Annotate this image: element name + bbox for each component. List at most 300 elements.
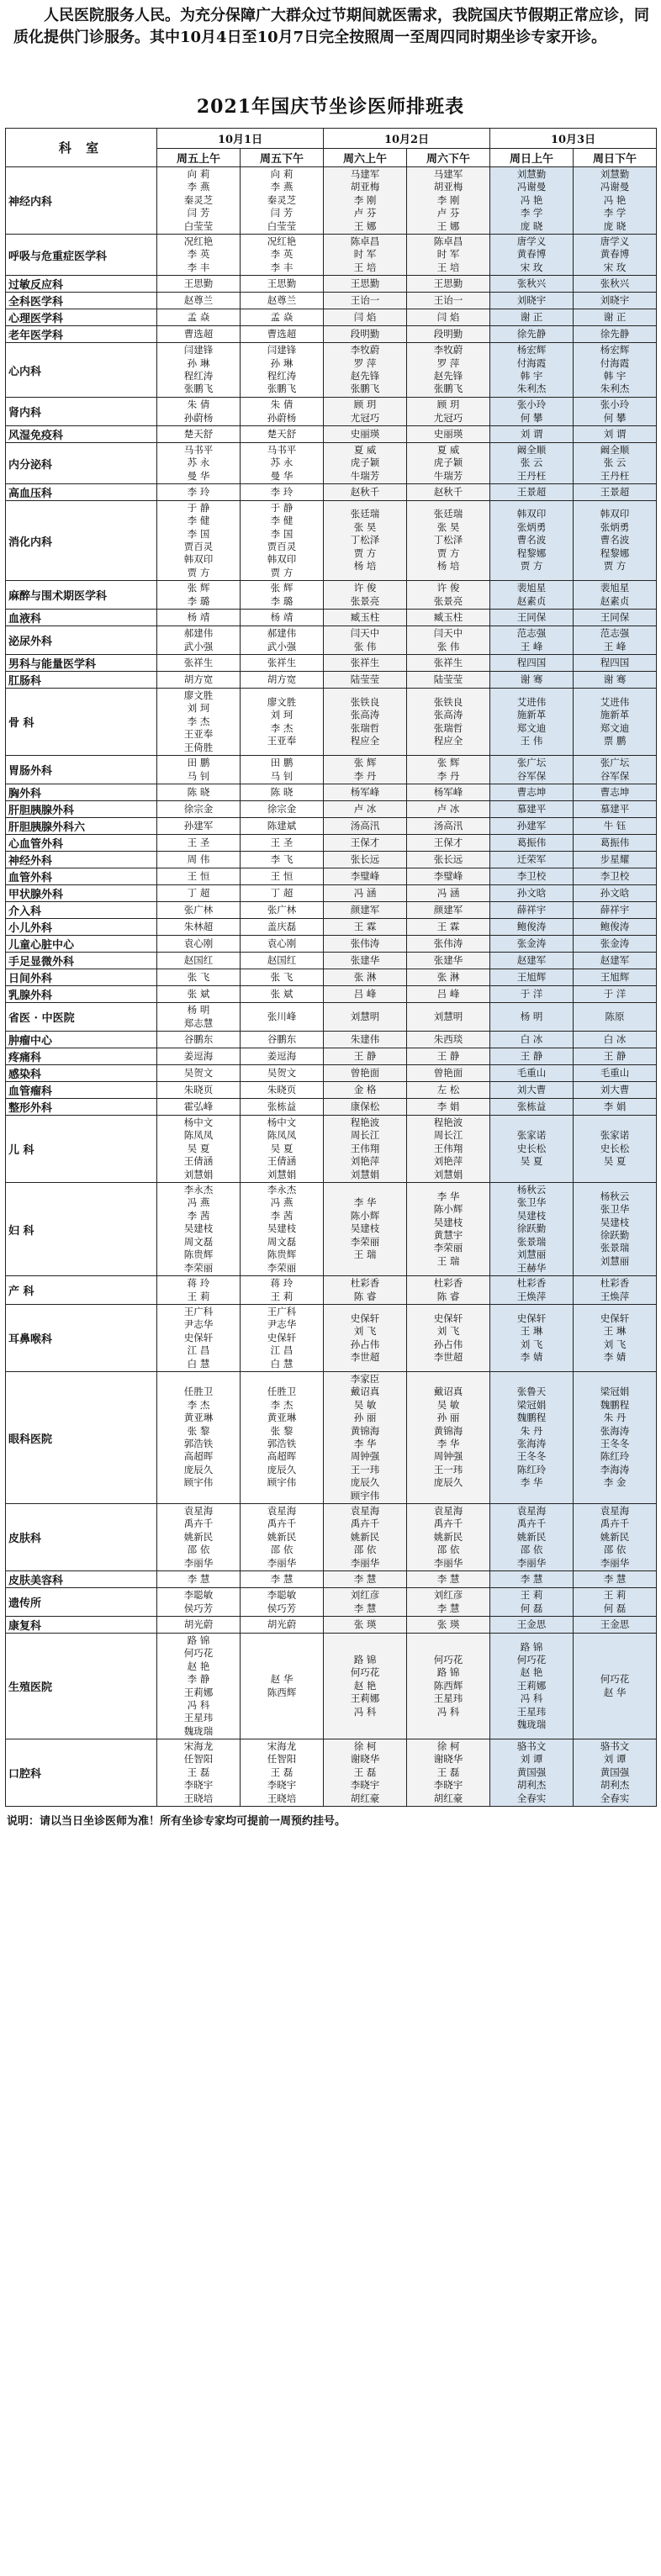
schedule-cell [157,1183,241,1276]
doctor-name: 高超晖 [183,1450,214,1463]
schedule-cell [157,426,241,443]
schedule-cell [490,1032,574,1048]
doctor-name: 张伟涛 [350,937,380,949]
schedule-cell [157,610,241,626]
doctor-name: 马书平 [183,443,214,456]
schedule-cell [574,986,657,1003]
doctor-name: 张 淋 [353,970,377,983]
doctor-name: 李 静 [187,1673,210,1686]
schedule-cell [157,1032,241,1048]
table-row [6,326,657,343]
schedule-cell [241,885,324,902]
doctor-name: 冯 涵 [353,886,377,899]
doctor-name: 郭浩铁 [267,1438,297,1449]
doctor-name: 庞辰久 [433,1476,463,1489]
doctor-name: 王保才 [433,836,463,848]
doctor-name: 程艳波 [433,1116,463,1128]
doctor-name: 张 昊 [436,520,460,533]
doctor-name: 尹志华 [183,1318,214,1331]
doctor-name: 程四国 [516,656,547,668]
schedule-cell [490,902,574,919]
table-row [6,398,657,426]
doctor-name: 刘 谓 [603,427,627,440]
doctor-name: 黄慧宇 [433,1229,463,1241]
doctor-name: 况红艳 [183,235,214,247]
doctor-name: 张景亮 [350,594,380,607]
schedule-cell [490,426,574,443]
schedule-cell [157,1617,241,1634]
doctor-name: 冯 艳 [520,193,543,206]
schedule-cell [324,426,407,443]
doctor-name: 史保轩 [267,1331,297,1343]
doctor-name: 贾 方 [187,566,210,578]
doctor-name: 王 伟 [520,734,543,747]
doctor-name: 刘 飞 [603,1338,627,1350]
doctor-name: 程黎娜 [516,546,547,559]
doctor-name: 徐先静 [600,327,630,340]
schedule-cell [324,326,407,343]
schedule-cell [157,689,241,756]
doctor-name: 胡光蔚 [267,1618,297,1630]
doctor-name: 胡亚梅 [350,181,380,193]
dept-name: 神经内科 [6,167,157,235]
doctor-name: 邵 依 [270,1544,293,1556]
schedule-cell [574,818,657,835]
schedule-cell [157,1003,241,1032]
schedule-cell [407,1634,490,1739]
doctor-name: 胡亚梅 [433,181,463,193]
schedule-cell [324,1571,407,1588]
schedule-cell [241,1003,324,1032]
doctor-name: 杨中文 [267,1116,297,1128]
doctor-name: 张广林 [267,903,297,916]
schedule-cell [574,293,657,309]
schedule-cell [490,655,574,672]
doctor-name: 杨 明 [520,1010,543,1022]
doctor-name: 张景瑞 [516,1235,547,1248]
schedule-cell [407,309,490,326]
doctor-name: 孟 焱 [187,310,210,323]
doctor-name: 王 磊 [353,1766,377,1778]
doctor-name: 霍弘峰 [183,1100,214,1112]
schedule-cell [490,1116,574,1183]
doctor-name: 赵国红 [267,953,297,966]
dept-name: 儿童心脏中心 [6,936,157,953]
doctor-name: 李 华 [353,1438,377,1449]
doctor-name: 程四国 [600,656,630,668]
table-row [6,1003,657,1032]
doctor-name: 葛振伟 [516,836,547,848]
doctor-name: 王冬冬 [516,1450,547,1463]
doctor-name: 李永杰 [183,1184,214,1196]
doctor-name: 袁星海 [516,1504,547,1517]
doctor-name: 周长江 [433,1129,463,1142]
doctor-name: 谷军保 [516,769,547,782]
doctor-name: 杜彩香 [350,1277,380,1290]
schedule-cell [157,167,241,235]
schedule-cell [241,902,324,919]
schedule-cell [407,655,490,672]
doctor-name: 杨 明 [187,1004,210,1016]
doctor-name: 薛祥宇 [600,903,630,916]
doctor-name: 魏鹏程 [600,1398,630,1411]
schedule-cell [407,852,490,868]
doctor-name: 何巧花 [600,1673,630,1686]
dept-name: 内分泌科 [6,443,157,484]
doctor-name: 丁松泽 [433,534,463,546]
schedule-cell [407,426,490,443]
doctor-name: 杨宏辉 [516,344,547,356]
table-row [6,756,657,784]
doctor-name: 王晓培 [267,1792,297,1804]
doctor-name: 唐学义 [516,235,547,247]
doctor-name: 刘 飞 [353,1325,377,1338]
doctor-name: 杨秋云 [516,1184,547,1196]
doctor-name: 颜建军 [433,903,463,916]
doctor-name: 宋海龙 [183,1739,214,1752]
doctor-name: 王 琳 [603,1325,627,1338]
schedule-cell [241,1305,324,1372]
doctor-name: 张祥生 [267,656,297,668]
schedule-cell [241,756,324,784]
doctor-name: 贾百灵 [267,541,297,552]
schedule-cell [574,835,657,852]
doctor-name: 刘晓宇 [516,293,547,306]
doctor-name: 魏鹏程 [516,1412,547,1424]
doctor-name: 徐宗金 [183,802,214,815]
doctor-name: 黄亚琳 [183,1412,214,1424]
doctor-name: 王 瑞 [436,1254,460,1267]
table-row [6,1065,657,1082]
schedule-cell [241,326,324,343]
doctor-name: 王 霖 [353,920,377,932]
doctor-name: 臧玉柱 [433,610,463,623]
schedule-cell [407,885,490,902]
doctor-name: 黄国强 [516,1766,547,1778]
doctor-name: 任胜卫 [267,1386,297,1398]
doctor-name: 李 慧 [187,1572,210,1585]
doctor-name: 王 瑞 [353,1248,377,1261]
schedule-cell [157,919,241,936]
doctor-name: 张 辉 [187,582,210,594]
header-session-sun-am: 周日上午 [490,149,574,167]
schedule-cell [324,1588,407,1617]
schedule-cell [490,1305,574,1372]
dept-name: 麻醉与围术期医学科 [6,581,157,610]
doctor-name: 白莹莹 [183,219,214,232]
doctor-name: 赵建军 [516,953,547,966]
schedule-cell [241,953,324,969]
doctor-name: 孙 琳 [270,356,293,369]
doctor-name: 蒋 玲 [187,1277,210,1290]
doctor-name: 王 静 [603,1049,627,1062]
doctor-name: 向 莉 [187,167,210,180]
doctor-name: 何巧花 [350,1666,380,1679]
doctor-name: 徐先静 [516,327,547,340]
doctor-name: 何 磊 [520,1602,543,1614]
doctor-name: 王倩涵 [183,1155,214,1168]
doctor-name: 张秋兴 [516,277,547,289]
doctor-name: 史保轩 [183,1331,214,1343]
doctor-name: 施新革 [600,709,630,721]
schedule-cell [407,235,490,276]
doctor-name: 王莉娜 [516,1679,547,1692]
doctor-name: 王亚奉 [183,728,214,741]
schedule-cell [407,276,490,293]
doctor-name: 孙占伟 [433,1338,463,1350]
doctor-name: 王思勤 [350,277,380,289]
doctor-name: 尤冠巧 [433,411,463,424]
schedule-cell [490,801,574,818]
doctor-name: 戴诏真 [433,1386,463,1398]
doctor-name: 史丽瑛 [350,427,380,440]
doctor-name: 曼 华 [270,469,293,482]
doctor-name: 王星玮 [516,1705,547,1718]
schedule-cell [157,1571,241,1588]
doctor-name: 陈卓昌 [350,235,380,247]
schedule-cell [157,852,241,868]
table-row [6,689,657,756]
dept-name: 泌尿外科 [6,626,157,655]
table-row [6,343,657,398]
doctor-name: 白 慧 [270,1357,293,1370]
doctor-name: 王一玮 [433,1463,463,1475]
doctor-name: 艾进伟 [600,695,630,708]
doctor-name: 姜逗海 [267,1049,297,1062]
schedule-cell [324,235,407,276]
doctor-name: 戴诏真 [350,1386,380,1398]
doctor-name: 尤冠巧 [350,411,380,424]
doctor-name: 李 学 [520,207,543,219]
dept-name: 手足显微外科 [6,953,157,969]
schedule-cell [324,501,407,581]
schedule-cell [324,581,407,610]
doctor-name: 杜彩香 [433,1277,463,1290]
doctor-name: 张 斌 [270,987,293,1000]
doctor-name: 薛祥宇 [516,903,547,916]
schedule-cell [407,1504,490,1571]
doctor-name: 贾 方 [353,546,377,559]
schedule-cell [574,655,657,672]
doctor-name: 孙建军 [516,819,547,831]
doctor-name: 张祥生 [350,656,380,668]
doctor-name: 李 国 [270,527,293,540]
doctor-name: 廖文胜 [183,689,214,701]
schedule-cell [574,672,657,689]
doctor-name: 韩双印 [183,553,214,566]
schedule-cell [490,1276,574,1305]
doctor-name: 胡利杰 [516,1779,547,1792]
doctor-name: 吴建枝 [433,1216,463,1228]
doctor-name: 骆书文 [516,1739,547,1752]
table-row [6,235,657,276]
schedule-cell [490,326,574,343]
schedule-cell [490,1003,574,1032]
schedule-cell [241,167,324,235]
doctor-name: 王 圣 [187,836,210,848]
schedule-cell [490,1504,574,1571]
schedule-cell [490,1739,574,1807]
doctor-name: 王伟翔 [350,1142,380,1154]
doctor-name: 王景超 [516,485,547,498]
schedule-cell [574,919,657,936]
doctor-name: 刘慧娟 [267,1168,297,1180]
doctor-name: 吴 夏 [603,1155,627,1168]
schedule-cell [490,581,574,610]
doctor-name: 何 攀 [520,411,543,424]
doctor-name: 曹志坤 [516,785,547,798]
doctor-name: 庞辰久 [267,1463,297,1475]
doctor-name: 孙建军 [183,819,214,831]
doctor-name: 姚新民 [350,1530,380,1543]
doctor-name: 左 松 [436,1083,460,1095]
table-row [6,1634,657,1739]
dept-name: 呼吸与危重症医学科 [6,235,157,276]
doctor-name: 陆莹莹 [433,673,463,685]
doctor-name: 王同保 [516,610,547,623]
doctor-name: 程黎娜 [600,546,630,559]
doctor-name: 张 伟 [436,640,460,652]
doctor-name: 李 国 [187,527,210,540]
doctor-name: 李 丰 [187,261,210,273]
schedule-cell [407,484,490,501]
doctor-name: 庞 晓 [520,219,543,232]
doctor-name: 袁星海 [267,1504,297,1517]
doctor-name: 王思勤 [183,277,214,289]
dept-name: 全科医学科 [6,293,157,309]
dept-name: 老年医学科 [6,326,157,343]
dept-name: 生殖医院 [6,1634,157,1739]
doctor-name: 卢 冰 [353,802,377,815]
doctor-name: 吕 峰 [436,987,460,1000]
schedule-cell [324,784,407,801]
doctor-name: 史保轩 [350,1312,380,1324]
doctor-name: 颜建军 [350,903,380,916]
doctor-name: 孙占伟 [350,1338,380,1350]
schedule-cell [157,1099,241,1116]
table-row [6,426,657,443]
doctor-name: 韩 宇 [603,370,627,382]
doctor-name: 杨 靖 [187,610,210,623]
schedule-cell [490,756,574,784]
doctor-name: 李 杰 [270,721,293,734]
schedule-cell [490,1588,574,1617]
doctor-name: 于 洋 [520,987,543,1000]
schedule-cell [241,1739,324,1807]
table-row [6,1504,657,1571]
schedule-cell [407,1571,490,1588]
doctor-name: 杨 培 [436,560,460,573]
schedule-cell [324,1065,407,1082]
doctor-name: 王金思 [600,1618,630,1630]
header-dept: 科 室 [6,129,157,167]
doctor-name: 赵秋千 [433,485,463,498]
doctor-name: 侯巧芳 [267,1602,297,1614]
schedule-cell [490,689,574,756]
doctor-name: 张 辉 [270,582,293,594]
doctor-name: 黄锦海 [433,1424,463,1437]
table-row [6,626,657,655]
doctor-name: 阚全顺 [516,443,547,456]
doctor-name: 胡方宽 [183,673,214,685]
schedule-cell [407,1116,490,1183]
schedule-cell [157,902,241,919]
doctor-name: 梁冠娟 [516,1398,547,1411]
doctor-name: 刘慧娟 [350,1168,380,1180]
header-session-sat-am: 周六上午 [324,149,407,167]
doctor-name: 王保才 [350,836,380,848]
dept-name: 感染科 [6,1065,157,1082]
doctor-name: 秦灵芝 [267,193,297,206]
doctor-name: 谷鹏东 [183,1032,214,1045]
schedule-cell [324,1617,407,1634]
doctor-name: 张鹏飞 [183,383,214,395]
doctor-name: 黄锦海 [350,1424,380,1437]
doctor-name: 汤高汛 [350,819,380,831]
doctor-name: 李 华 [520,1476,543,1489]
doctor-name: 许 俊 [353,582,377,594]
doctor-name: 陈 睿 [436,1290,460,1302]
doctor-name: 李 健 [187,515,210,527]
doctor-name: 李荣丽 [350,1235,380,1248]
header-day-3: 10月3日 [490,129,657,149]
doctor-name: 李 婧 [520,1350,543,1363]
doctor-name: 庞 晓 [603,219,627,232]
doctor-name: 张 辉 [436,757,460,769]
schedule-cell [407,801,490,818]
doctor-name: 李丽华 [600,1556,630,1569]
schedule-cell [241,1571,324,1588]
doctor-name: 王旭辉 [600,970,630,983]
schedule-cell [241,610,324,626]
schedule-cell [574,1116,657,1183]
table-row [6,1183,657,1276]
schedule-cell [407,672,490,689]
schedule-cell [157,309,241,326]
schedule-cell [157,986,241,1003]
doctor-name: 李 娟 [603,1100,627,1112]
dept-name: 乳腺外科 [6,986,157,1003]
doctor-name: 赵素贞 [516,594,547,607]
dept-name: 胃肠外科 [6,756,157,784]
doctor-name: 李世超 [350,1350,380,1363]
doctor-name: 虎子颖 [350,457,380,469]
dept-name: 消化内科 [6,501,157,581]
schedule-cell [157,293,241,309]
doctor-name: 周钟强 [433,1450,463,1463]
schedule-cell [407,326,490,343]
doctor-name: 贾 方 [436,546,460,559]
doctor-name: 徐跃勤 [600,1229,630,1241]
schedule-cell [241,1116,324,1183]
schedule-cell [324,610,407,626]
doctor-name: 全春实 [600,1792,630,1804]
schedule-cell [574,801,657,818]
table-row [6,801,657,818]
doctor-name: 张长远 [350,853,380,865]
doctor-name: 慕建平 [600,802,630,815]
schedule-cell [324,986,407,1003]
doctor-name: 李 璐 [270,594,293,607]
schedule-cell [157,784,241,801]
schedule-cell [241,1504,324,1571]
doctor-name: 姜逗海 [183,1049,214,1062]
doctor-name: 张 伟 [353,640,377,652]
doctor-name: 施新革 [516,709,547,721]
doctor-name: 顾宇伟 [183,1476,214,1489]
schedule-cell [407,501,490,581]
dept-name: 疼痛科 [6,1048,157,1065]
